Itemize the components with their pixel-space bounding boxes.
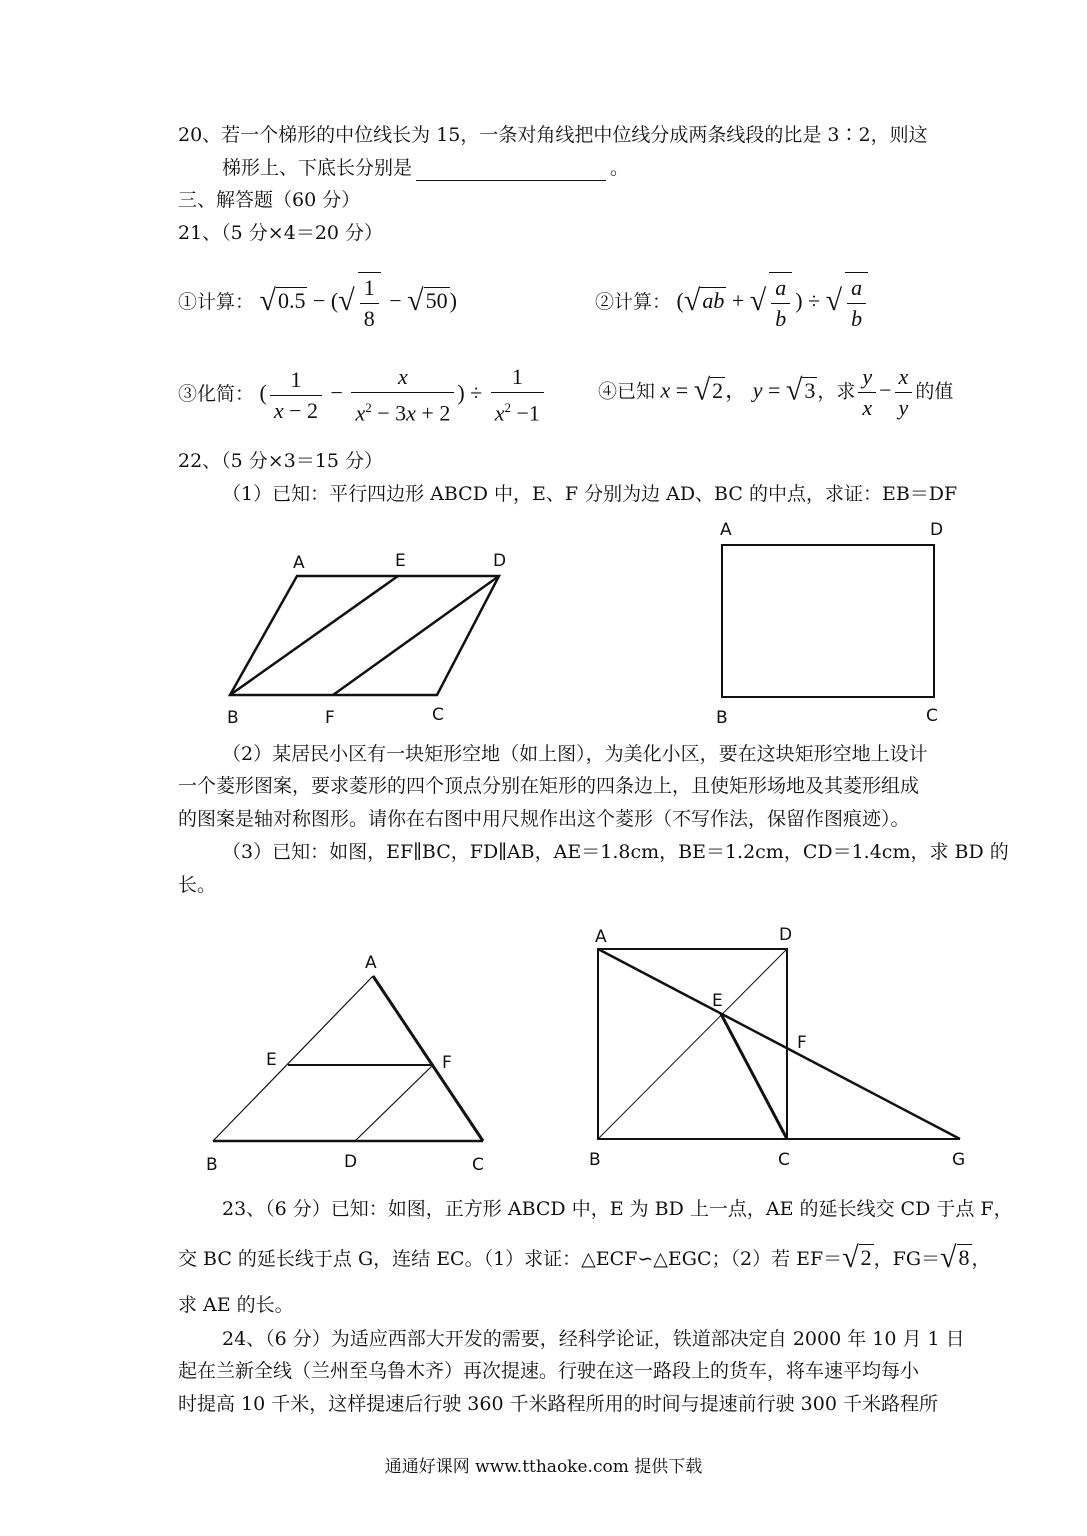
label-F: F xyxy=(797,1033,807,1053)
q23-line1: 23、（6 分）已知：如图，正方形 ABCD 中，E 为 BD 上一点，AE 的延长线交 CD 于点 F， xyxy=(222,1198,1013,1220)
q23-line2-text: 交 BC 的延长线于点 G，连结 EC。（1）求证：△ECF∽△EGC；（2）若 EF＝ xyxy=(178,1248,843,1270)
q23-line3: 求 AE 的长。 xyxy=(178,1294,294,1316)
label-E: E xyxy=(266,1050,277,1070)
section-3-heading: 三、解答题（60 分） xyxy=(178,189,361,211)
rectangle-outline xyxy=(722,545,934,697)
q24-line3: 时提高 10 千米，这样提速后行驶 360 千米路程所用的时间与提速前行驶 300 千米路程所 xyxy=(178,1393,938,1415)
side-AB xyxy=(213,976,373,1141)
q22-part2-line2: 一个菱形图案，要求菱形的四个顶点分别在矩形的四条边上，且使矩形场地及其菱形组成 xyxy=(178,775,920,797)
q22-part2-line3: 的图案是轴对称图形。请你在右图中用尺规作出这个菱形（不写作法，保留作图痕迹）。 xyxy=(178,808,910,830)
label-B: B xyxy=(206,1155,218,1175)
figure-triangle xyxy=(200,950,510,1180)
figure-square xyxy=(585,920,975,1175)
label-B: B xyxy=(589,1150,601,1170)
parallelogram-outline xyxy=(230,576,499,695)
q21-problem-2: ②计算： (√ab + √ $\frac{a}{b}$ ) ÷ √ $\frac{a}{b}$ xyxy=(595,272,871,334)
q22-part1: （1）已知：平行四边形 ABCD 中，E、F 分别为边 AD、BC 的中点，求证：EB＝DF xyxy=(222,483,958,505)
segment-EB xyxy=(230,576,398,695)
label-F: F xyxy=(442,1053,452,1073)
q21-p1-label: ①计算： xyxy=(178,291,255,314)
q23-line2-fg: ，FG＝ xyxy=(873,1248,941,1270)
label-F: F xyxy=(325,708,335,728)
q21-p4-tail: 的值 xyxy=(915,380,954,403)
q22-part3-line1: （3）已知：如图，EF∥BC，FD∥AB，AE＝1.8cm，BE＝1.2cm，CD＝1.4cm，求 BD 的 xyxy=(222,841,1009,863)
q23-line2-end: ， xyxy=(971,1248,991,1270)
q23-line2: 交 BC 的延长线于点 G，连结 EC。（1）求证：△ECF∽△EGC；（2）若 EF＝√2 ，FG＝√8 ， xyxy=(178,1241,991,1274)
label-E: E xyxy=(712,991,723,1011)
label-C: C xyxy=(432,705,444,725)
figure-parallelogram xyxy=(215,540,525,730)
q21-problem-4: ④已知 x = √2， y = √3 ，求 $\frac{y}{x}$ − $\frac{x}{y}$ 的值 xyxy=(598,364,954,420)
q20-line2-text: 梯形上、下底长分别是 xyxy=(222,157,413,179)
label-D: D xyxy=(344,1152,358,1172)
q24-line2: 起在兰新全线（兰州至乌鲁木齐）再次提速。行驶在这一路段上的货车，将车速平均每小 xyxy=(178,1360,920,1382)
q21-p4-label: ④已知 xyxy=(598,380,656,403)
segment-EC xyxy=(721,1014,787,1139)
figure-rectangle xyxy=(710,515,960,730)
label-D: D xyxy=(779,925,793,945)
label-D: D xyxy=(930,520,944,540)
q22-part2-line1: （2）某居民小区有一块矩形空地（如上图），为美化小区，要在这块矩形空地上设计 xyxy=(222,743,928,765)
q21-problem-1: ①计算： √0.5 − (√ $\frac{1}{8}$ − √50) xyxy=(178,272,457,334)
label-B: B xyxy=(716,708,728,728)
segment-FD xyxy=(355,1065,433,1141)
q21-header: 21、（5 分×4＝20 分） xyxy=(178,222,384,244)
diagonal-BD xyxy=(598,949,787,1139)
label-C: C xyxy=(472,1155,484,1175)
page-footer: 通通好课网 www.tthaoke.com 提供下载 xyxy=(384,1457,703,1477)
label-A: A xyxy=(720,520,732,540)
q24-line1: 24、（6 分）为适应西部大开发的需要，经科学论证，铁道部决定自 2000 年 10 月 1 日 xyxy=(222,1328,965,1350)
q21-problem-3: ③化简： ( $\frac{1}{x - 2}$ − $\frac{x}{x^2 - 3x + 2}$ ) ÷ $\frac{1}{x^2 -1}$ xyxy=(178,362,547,428)
q21-p2-label: ②计算： xyxy=(595,291,672,314)
q21-p3-label: ③化简： xyxy=(178,383,255,406)
label-C: C xyxy=(926,706,938,726)
answer-blank[interactable] xyxy=(416,160,606,181)
label-B: B xyxy=(227,708,239,728)
q20-line2-end: 。 xyxy=(610,157,630,179)
label-D: D xyxy=(493,551,507,571)
label-E: E xyxy=(395,551,406,571)
label-G: G xyxy=(952,1150,966,1170)
side-AC xyxy=(373,976,483,1141)
label-C: C xyxy=(778,1150,790,1170)
label-A: A xyxy=(595,927,607,947)
q22-part3-line2: 长。 xyxy=(178,874,217,896)
label-A: A xyxy=(293,553,305,573)
q20-line1: 20、若一个梯形的中位线长为 15，一条对角线把中位线分成两条线段的比是 3∶2，则这 xyxy=(178,124,928,146)
segment-DF xyxy=(333,576,499,695)
q22-header: 22、（5 分×3＝15 分） xyxy=(178,450,384,472)
label-A: A xyxy=(365,953,377,973)
q21-p4-ask: ，求 xyxy=(817,380,856,403)
segment-AG xyxy=(598,949,960,1139)
q20-line2 xyxy=(222,155,629,181)
